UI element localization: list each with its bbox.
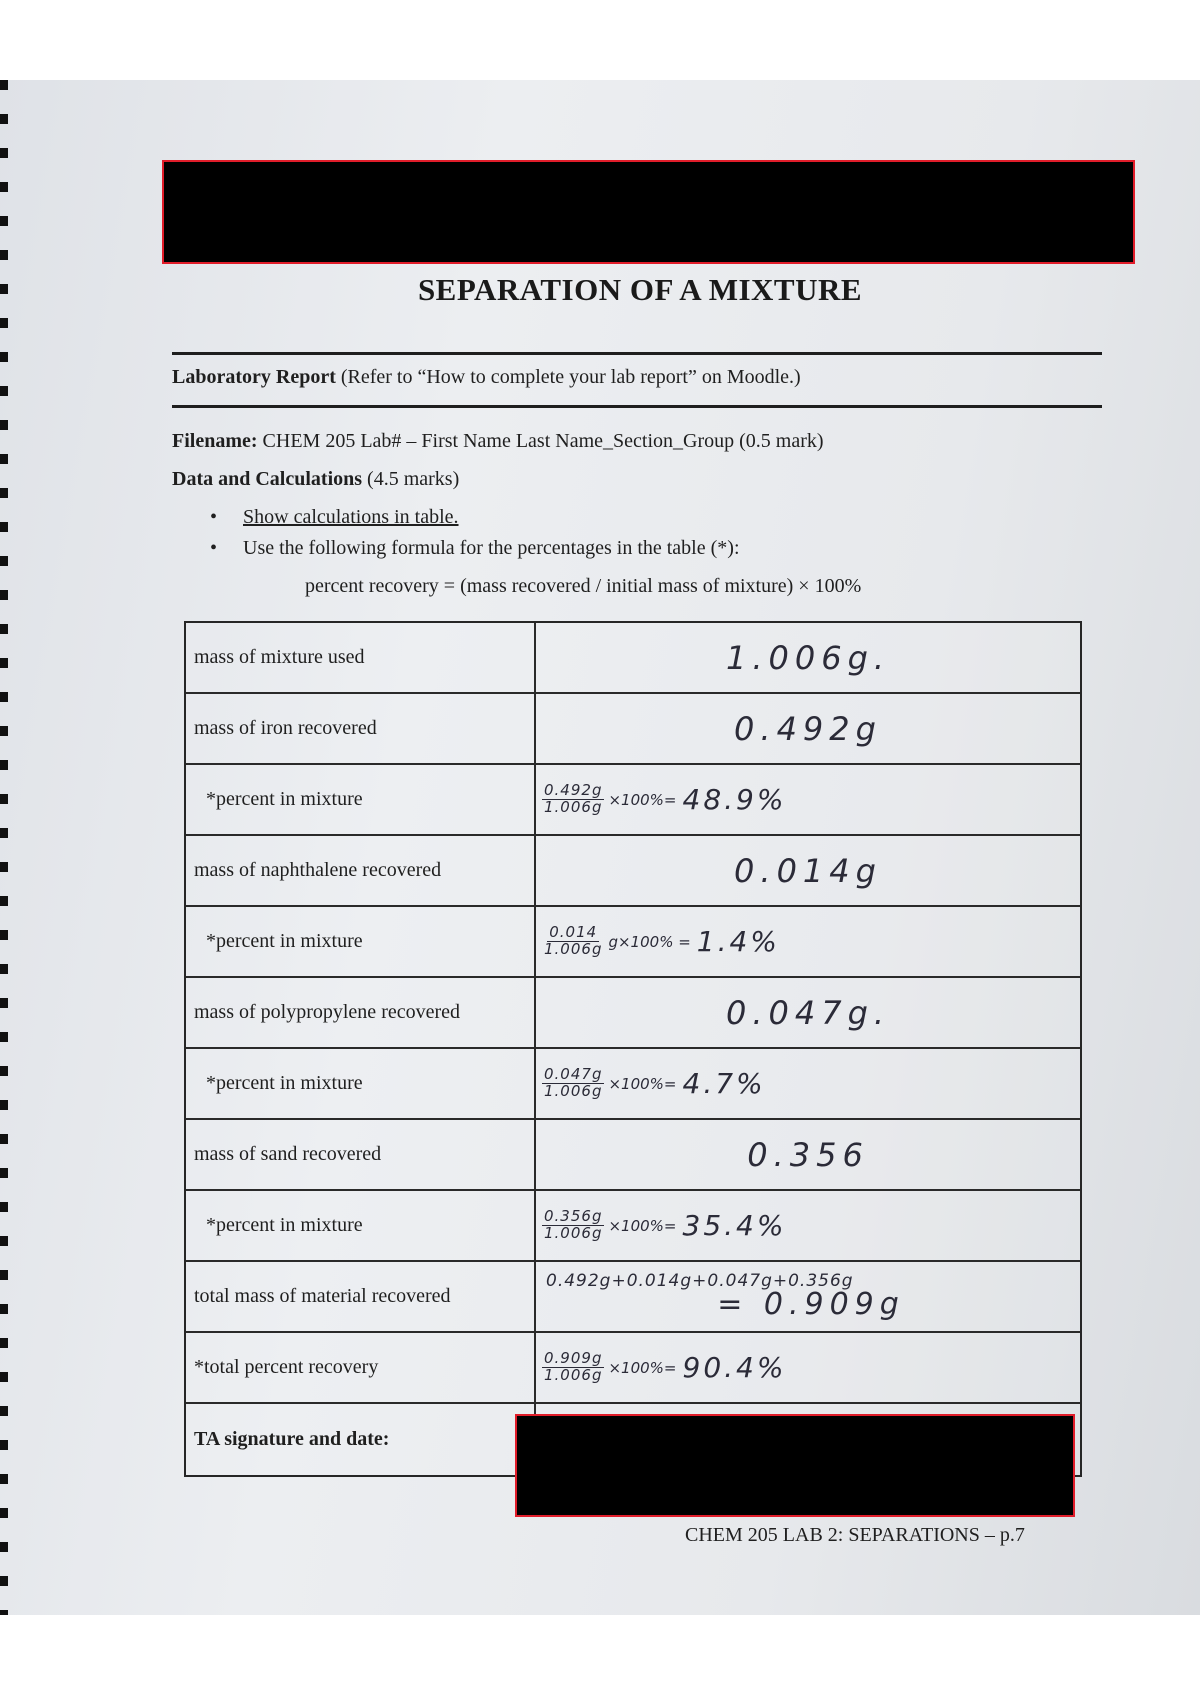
table-row [186, 1049, 1080, 1120]
row-label: *percent in mixture [186, 1191, 536, 1260]
fraction [542, 1351, 604, 1384]
row-label: *percent in mixture [186, 907, 536, 976]
multiplier: g×100% = [608, 932, 691, 951]
lab-report-label: Laboratory Report [172, 366, 336, 388]
filename-text: CHEM 205 Lab# – First Name Last Name_Section_Group (0.5 mark) [262, 430, 824, 452]
handwritten-calculation [536, 907, 1080, 976]
numerator: 0.492g [544, 781, 603, 800]
numerator: 0.047g [544, 1065, 603, 1084]
top-rule [172, 352, 1102, 355]
bottom-rule [172, 405, 1102, 408]
denominator: 1.006g [544, 1082, 603, 1100]
table-row [186, 623, 1080, 694]
page-footer: CHEM 205 LAB 2: SEPARATIONS – p.7 [685, 1524, 1025, 1546]
calc-result: 1.4% [696, 925, 780, 958]
denominator: 1.006g [544, 1224, 603, 1242]
row-label: *percent in mixture [186, 765, 536, 834]
spiral-binding [0, 80, 8, 1615]
handwritten-value: 0.047g. [725, 993, 891, 1032]
table-row [186, 1262, 1080, 1333]
handwritten-value: 0.014g [734, 851, 882, 890]
denominator: 1.006g [544, 940, 603, 958]
row-label: *percent in mixture [186, 1049, 536, 1118]
row-label: mass of naphthalene recovered [186, 836, 536, 905]
fraction [542, 1067, 604, 1100]
filename-line [172, 430, 824, 453]
numerator: 0.356g [544, 1207, 603, 1226]
handwritten-calculation [536, 765, 1080, 834]
data-marks: (4.5 marks) [367, 468, 460, 490]
fraction [542, 1209, 604, 1242]
row-label: mass of polypropylene recovered [186, 978, 536, 1047]
table-row [186, 907, 1080, 978]
bullet1-text: Show calculations in table. [243, 506, 459, 528]
row-label: total mass of material recovered [186, 1262, 536, 1331]
table-row [186, 1333, 1080, 1404]
fraction [542, 925, 604, 958]
calc-result: 48.9% [682, 783, 787, 816]
row-label: mass of mixture used [186, 623, 536, 692]
calc-result: 35.4% [682, 1209, 787, 1242]
bullet-dot-icon: • [210, 537, 218, 559]
handwritten-value: 1.006g. [725, 638, 891, 677]
handwritten-calculation [536, 1333, 1080, 1402]
fraction [542, 783, 604, 816]
lab-report-note: (Refer to “How to complete your lab report” on Moodle.) [340, 366, 801, 388]
lab-report-heading [172, 366, 801, 389]
multiplier: ×100%= [608, 1216, 677, 1235]
percent-recovery-formula: percent recovery = (mass recovered / initial mass of mixture) × 100% [305, 575, 862, 597]
document-title: SEPARATION OF A MIXTURE [417, 272, 863, 307]
table-row [186, 1120, 1080, 1191]
ta-signature-label: TA signature and date: [186, 1404, 536, 1475]
bullet2-text: Use the following formula for the percentages in the table (*): [243, 537, 740, 559]
calc-result: 4.7% [682, 1067, 766, 1100]
bullet-use-formula [210, 537, 740, 560]
handwritten-value: 0.356 [747, 1135, 869, 1174]
sum-expression: 0.492g+0.014g+0.047g+0.356g [546, 1271, 854, 1291]
handwritten-calculation [536, 1191, 1080, 1260]
table-row [186, 765, 1080, 836]
data-table [184, 621, 1082, 1477]
data-label: Data and Calculations [172, 468, 363, 490]
table-row [186, 1191, 1080, 1262]
sum-stack [542, 1271, 1080, 1322]
row-label: mass of sand recovered [186, 1120, 536, 1189]
row-label: *total percent recovery [186, 1333, 536, 1402]
table-row [186, 694, 1080, 765]
table-row [186, 978, 1080, 1049]
denominator: 1.006g [544, 798, 603, 816]
multiplier: ×100%= [608, 1074, 677, 1093]
redacted-signature-block [515, 1414, 1075, 1517]
row-label: mass of iron recovered [186, 694, 536, 763]
numerator: 0.909g [544, 1349, 603, 1368]
table-row [186, 836, 1080, 907]
calc-result: = 0.909g [717, 1287, 905, 1322]
calc-result: 90.4% [682, 1351, 787, 1384]
bullet-show-calculations [210, 506, 459, 529]
data-calculations-heading [172, 468, 459, 491]
multiplier: ×100%= [608, 790, 677, 809]
handwritten-calculation [536, 1049, 1080, 1118]
bullet-dot-icon: • [210, 506, 218, 528]
redacted-header-block [162, 160, 1135, 264]
numerator: 0.014 [549, 923, 598, 942]
filename-label: Filename: [172, 430, 258, 452]
denominator: 1.006g [544, 1366, 603, 1384]
multiplier: ×100%= [608, 1358, 677, 1377]
handwritten-value: 0.492g [734, 709, 882, 748]
handwritten-calculation [536, 1262, 1080, 1331]
